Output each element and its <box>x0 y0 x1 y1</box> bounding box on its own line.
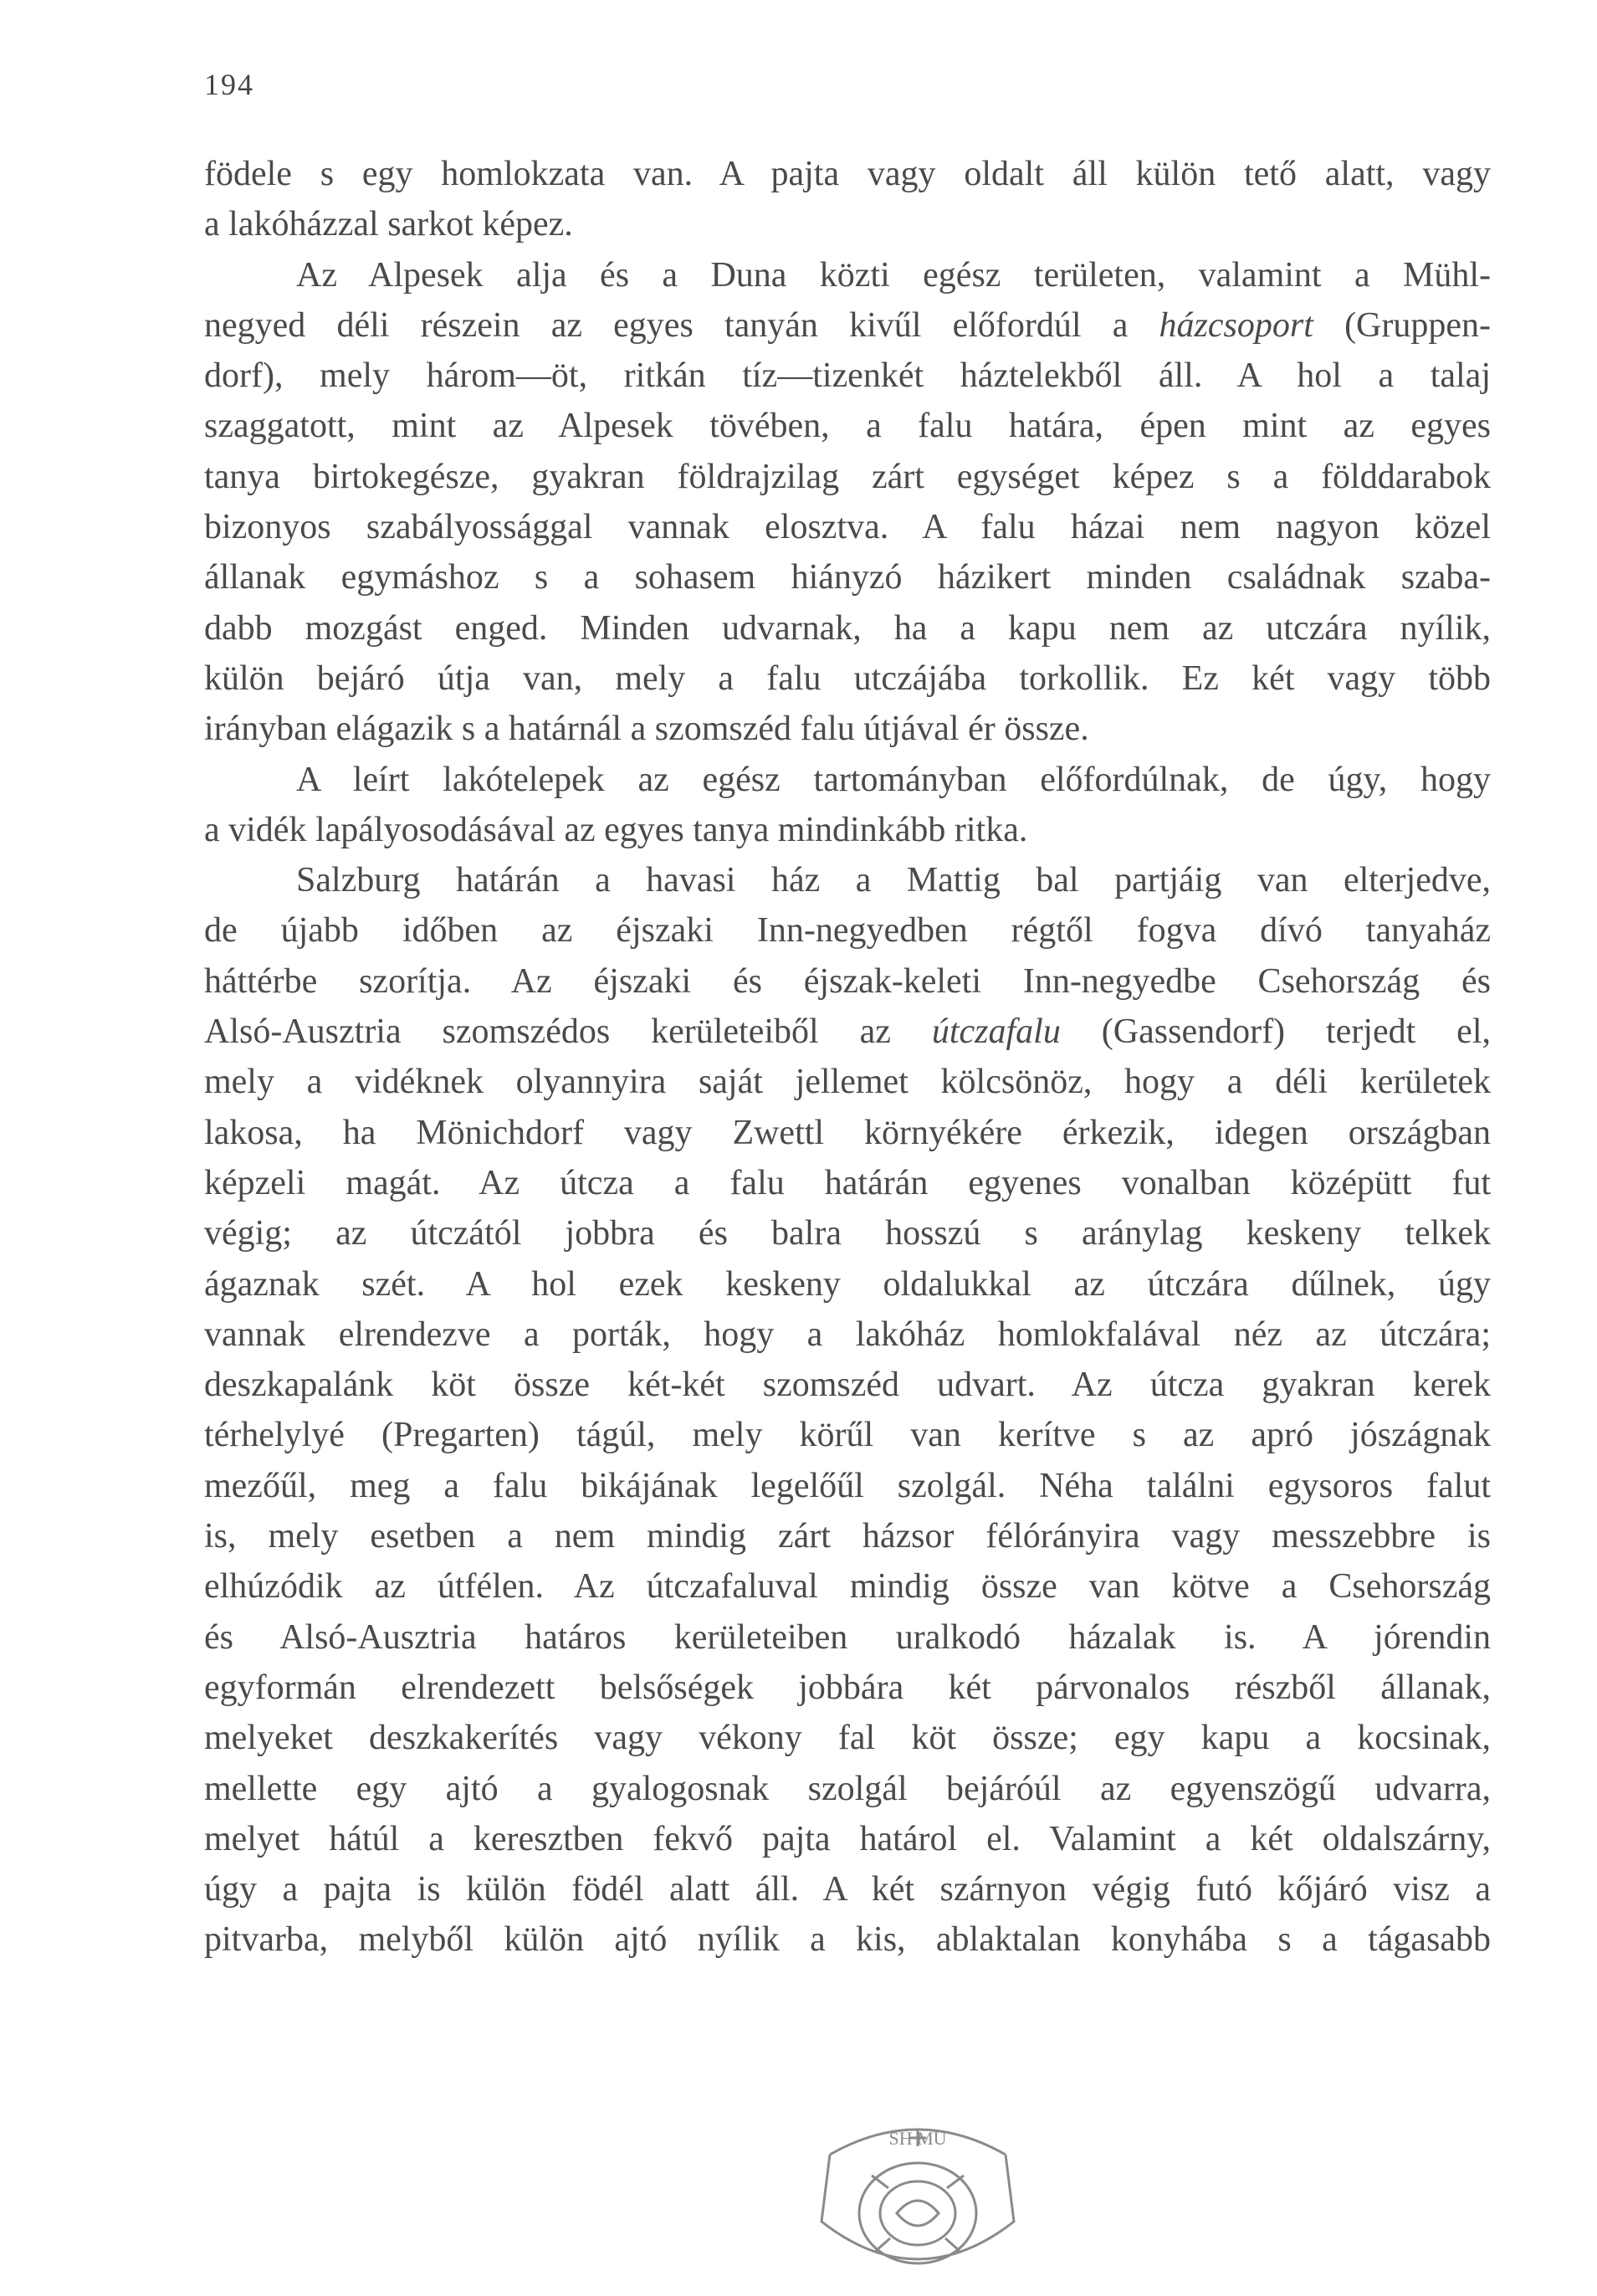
text-line <box>204 704 1491 754</box>
line-text: a lakóházzal sarkot képez. <box>204 205 573 244</box>
text-line <box>204 1259 1491 1309</box>
line-text: külön bejáró útja van, mely a falu utczájába torkollik. Ez két vagy több <box>204 659 1491 698</box>
line-text: képzeli magát. Az útcza a falu határán egyenes vonalban középütt fut <box>204 1163 1491 1202</box>
line-text: melyet hátúl a keresztben fekvő pajta határol el. Valamint a két oldalszárny, <box>204 1819 1491 1858</box>
line-text: és Alsó-Ausztria határos kerületeiben uralkodó házalak is. A jórendin <box>204 1617 1491 1657</box>
italic-term: útczafalu <box>931 1012 1061 1052</box>
line-text: vannak elrendezve a porták, hogy a lakóház homlokfalával néz az útczára; <box>204 1315 1491 1354</box>
line-text: szaggatott, mint az Alpesek tövében, a falu határa, épen mint az egyes <box>204 407 1491 446</box>
text-line <box>204 1360 1491 1410</box>
text-line <box>204 1511 1491 1561</box>
line-text: egyformán elrendezett belsőségek jobbára két párvonalos részből állanak, <box>204 1668 1491 1707</box>
text-line <box>204 1410 1491 1460</box>
line-text: negyed déli részein az egyes tanyán kivűl előfordúl a <box>204 305 1159 345</box>
line-text: térhelylyé (Pregarten) tágúl, mely körűl van kerítve s az apró jószágnak <box>204 1416 1491 1455</box>
line-text: állanak egymáshoz s a sohasem hiányzó házikert minden családnak szaba- <box>204 558 1491 597</box>
text-line <box>204 603 1491 653</box>
text-line <box>204 1208 1491 1258</box>
text-line <box>204 149 1491 199</box>
italic-term: házcsoport <box>1159 305 1313 345</box>
line-text: lakosa, ha Mönichdorf vagy Zwettl környékére érkezik, idegen országban <box>204 1113 1491 1152</box>
text-line <box>204 1713 1491 1763</box>
body-text <box>204 149 1491 1965</box>
text-line <box>204 855 1491 905</box>
line-text: dorf), mely három—öt, ritkán tíz—tizenkét háztelekből áll. A hol a talaj <box>204 356 1491 396</box>
text-line <box>204 1057 1491 1107</box>
text-line <box>204 401 1491 451</box>
line-text: A leírt lakótelepek az egész tartományban előfordúlnak, de úgy, hogy <box>296 760 1491 799</box>
text-line <box>204 1108 1491 1158</box>
text-line <box>204 1309 1491 1360</box>
text-line <box>204 1764 1491 1814</box>
line-text: Az Alpesek alja és a Duna közti egész területen, valamint a Mühl- <box>296 255 1491 295</box>
text-line <box>204 199 1491 249</box>
line-text: úgy a pajta is külön födél alatt áll. A két szárnyon végig futó kőjáró visz a <box>204 1870 1491 1909</box>
text-line <box>204 1864 1491 1914</box>
line-text: elhúzódik az útfélen. Az útczafaluval mindig össze van kötve a Csehország <box>204 1567 1491 1607</box>
line-text: mely a vidéknek olyannyira saját jellemet kölcsönöz, hogy a déli kerületek <box>204 1063 1491 1102</box>
line-text: födele s egy homlokzata van. A pajta vagy oldalt áll külön tető alatt, vagy <box>204 155 1491 193</box>
line-text: tanya birtokegésze, gyakran földrajzilag zárt egységet képez s a földdarabok <box>204 457 1491 496</box>
line-text: dabb mozgást enged. Minden udvarnak, ha a kapu nem az utczára nyílik, <box>204 608 1491 648</box>
text-line <box>204 351 1491 401</box>
text-line <box>204 1612 1491 1663</box>
line-text: deszkapalánk köt össze két-két szomszéd udvart. Az útcza gyakran kerek <box>204 1366 1491 1405</box>
text-line <box>204 905 1491 956</box>
line-text: bizonyos szabályossággal vannak elosztva. A falu házai nem nagyon közel <box>204 508 1491 547</box>
line-text: mellette egy ajtó a gyalogosnak szolgál bejáróúl az egyenszögű udvarra, <box>204 1769 1491 1808</box>
line-text: a vidék lapályosodásával az egyes tanya mindinkább ritka. <box>204 810 1028 849</box>
line-text: Salzburg határán a havasi ház a Mattig bal partjáig van elterjedve, <box>296 861 1491 900</box>
line-text: mezőűl, meg a falu bikájának legelőűl szolgál. Néha találni egysoros falut <box>204 1466 1491 1505</box>
line-text: irányban elágazik s a határnál a szomszéd falu útjával ér össze. <box>204 710 1089 749</box>
line-text: háttérbe szorítja. Az éjszaki és éjszak-keleti Inn-negyedbe Csehország és <box>204 961 1491 1001</box>
text-line <box>204 552 1491 602</box>
text-line <box>204 300 1491 351</box>
text-line <box>204 1158 1491 1208</box>
page-number: 194 <box>204 68 254 101</box>
line-text: is, mely esetben a nem mindig zárt házsor félórányira vagy messzebbre is <box>204 1517 1491 1556</box>
line-text: Alsó-Ausztria szomszédos kerületeiből az <box>204 1012 932 1052</box>
text-line <box>204 1814 1491 1864</box>
line-text: (Gassendorf) terjedt el, <box>1060 1012 1491 1052</box>
text-line <box>204 755 1491 805</box>
text-line <box>204 1007 1491 1057</box>
line-text: végig; az útczától jobbra és balra hosszú s aránylag keskeny telkek <box>204 1214 1491 1253</box>
text-line <box>204 250 1491 300</box>
line-text: ágaznak szét. A hol ezek keskeny oldalukkal az útczára dűlnek, úgy <box>204 1264 1491 1304</box>
text-line <box>204 956 1491 1007</box>
text-line <box>204 1561 1491 1612</box>
text-line <box>204 1461 1491 1511</box>
text-line <box>204 502 1491 552</box>
library-stamp-icon <box>796 2096 1039 2284</box>
text-line <box>204 805 1491 855</box>
stamp-legend: SH MU <box>888 2128 947 2149</box>
text-line <box>204 653 1491 704</box>
line-text: de újabb időben az éjszaki Inn-negyedben régtől fogva dívó tanyaház <box>204 911 1491 951</box>
line-text: melyeket deszkakerítés vagy vékony fal köt össze; egy kapu a kocsinak, <box>204 1719 1491 1758</box>
line-text: pitvarba, melyből külön ajtó nyílik a kis, ablaktalan konyhába s a tágasabb <box>204 1920 1491 1960</box>
text-line <box>204 452 1491 502</box>
text-line <box>204 1914 1491 1965</box>
text-line <box>204 1663 1491 1713</box>
line-text: (Gruppen- <box>1313 305 1491 345</box>
